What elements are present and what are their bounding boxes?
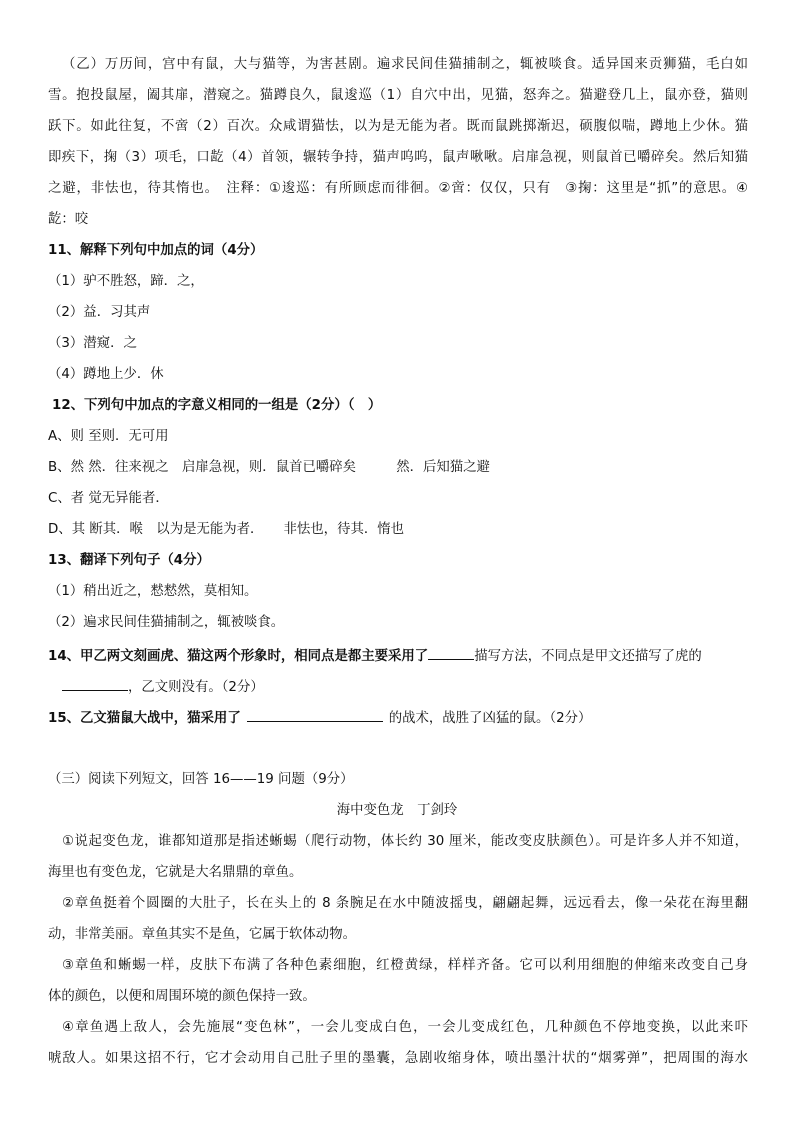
answer-blank[interactable] (62, 676, 128, 691)
question-12-option-a: A、则 至则．无可用 (48, 429, 169, 444)
article-paragraph-2-line-1: ②章鱼挺着个圆圈的大肚子，长在头上的 8 条腕足在水中随波摇曳，翩翩起舞，远远看去，像一朵花在海里翻 (62, 896, 748, 911)
question-15-text: 的战术，战胜了凶猛的鼠。（2分） (388, 711, 592, 726)
question-15-line (48, 707, 748, 729)
article-paragraph-4-line-2: 唬敌人。如果这招不行，它才会动用自己肚子里的墨囊，急剧收缩身体，喷出墨汁状的“烟雾弹”，把周围的海水 (48, 1051, 748, 1066)
question-12-option-c: C、者 觉无异能者． (48, 491, 169, 506)
question-13-title: 13、翻译下列句子（4分） (48, 553, 210, 568)
yi-text-line-6: 龁：咬 (48, 212, 89, 227)
article-paragraph-3-line-2: 体的颜色，以便和周围环境的颜色保持一致。 (48, 989, 316, 1004)
article-paragraph-1-line-1: ①说起变色龙，谁都知道那是指述蜥蜴（爬行动物，体长约 30 厘米，能改变皮肤颜色）。可是许多人并不知道， (62, 834, 748, 849)
question-11-title: 11、解释下列句中加点的词（4分） (48, 243, 264, 258)
answer-blank[interactable] (247, 707, 383, 722)
question-12-option-b: B、然 然．往来视之 启扉急视，则．鼠首已嚼碎矣 然．后知猫之避 (48, 460, 490, 475)
question-15-text: 15、乙文猫鼠大战中，猫采用了 (48, 711, 241, 726)
question-14-text: ，乙文则没有。（2分） (128, 680, 264, 695)
article-paragraph-2-line-2: 动，非常美丽。章鱼其实不是鱼，它属于软体动物。 (48, 927, 356, 942)
yi-text-line-2: 雪。抱投鼠屋，阖其扉，潜窥之。猫蹲良久，鼠逡巡（1）自穴中出，见猫，怒奔之。猫避登几上，鼠亦登，猫则 (48, 88, 748, 103)
question-14-line-1 (48, 645, 748, 667)
answer-blank[interactable] (428, 645, 474, 660)
yi-text-line-4: 即疾下，掬（3）项毛，口龁（4）首领，辗转争持，猫声呜呜，鼠声啾啾。启扉急视，则鼠首已嚼碎矣。然后知猫 (48, 150, 748, 165)
question-12-title: 12、下列句中加点的字意义相同的一组是（2分）（ ） (52, 398, 382, 413)
article-paragraph-4-line-1: ④章鱼遇上敌人，会先施展“变色林”，一会儿变成白色，一会儿变成红色，几种颜色不停地变换，以此来吓 (62, 1020, 748, 1035)
question-14-line-2 (62, 676, 762, 698)
question-11-item: （2）益．习其声 (48, 305, 151, 320)
question-12-option-d: D、其 断其．喉 以为是无能为者． 非怯也，待其．惰也 (48, 522, 405, 537)
yi-text-line-5: 之避，非怯也，待其惰也。 注释：①逡巡：有所顾虑而徘徊。②啻：仅仅，只有 ③掬：这里是“抓”的意思。④ (48, 181, 748, 196)
question-11-item: （4）蹲地上少．休 (48, 367, 164, 382)
article-paragraph-1-line-2: 海里也有变色龙，它就是大名鼎鼎的章鱼。 (48, 865, 303, 880)
question-13-item: （1）稍出近之，慭慭然，莫相知。 (48, 584, 258, 599)
question-14-text: 描写方法，不同点是甲文还描写了虎的 (474, 649, 702, 664)
section-3-title: （三）阅读下列短文，回答 16——19 问题（9分） (48, 772, 354, 787)
question-14-text: 14、甲乙两文刻画虎、猫这两个形象时，相同点是都主要采用了 (48, 649, 429, 664)
article-paragraph-3-line-1: ③章鱼和蜥蜴一样，皮肤下布满了各种色素细胞，红橙黄绿，样样齐备。它可以利用细胞的伸缩来改变自己身 (62, 958, 748, 973)
question-13-item: （2）遍求民间佳猫捕制之，辄被啖食。 (48, 615, 285, 630)
article-title: 海中变色龙 丁剑玲 (336, 803, 458, 818)
question-11-item: （1）驴不胜怒，蹄．之， (48, 274, 204, 289)
yi-text-line-1: （乙）万历间，宫中有鼠，大与猫等，为害甚剧。遍求民间佳猫捕制之，辄被啖食。适异国来贡狮猫，毛白如 (62, 57, 748, 72)
question-11-item: （3）潜窥．之 (48, 336, 137, 351)
yi-text-line-3: 跃下。如此往复，不啻（2）百次。众咸谓猫怯，以为是无能为者。既而鼠跳掷渐迟，硕腹似喘，蹲地上少休。猫 (48, 119, 748, 134)
